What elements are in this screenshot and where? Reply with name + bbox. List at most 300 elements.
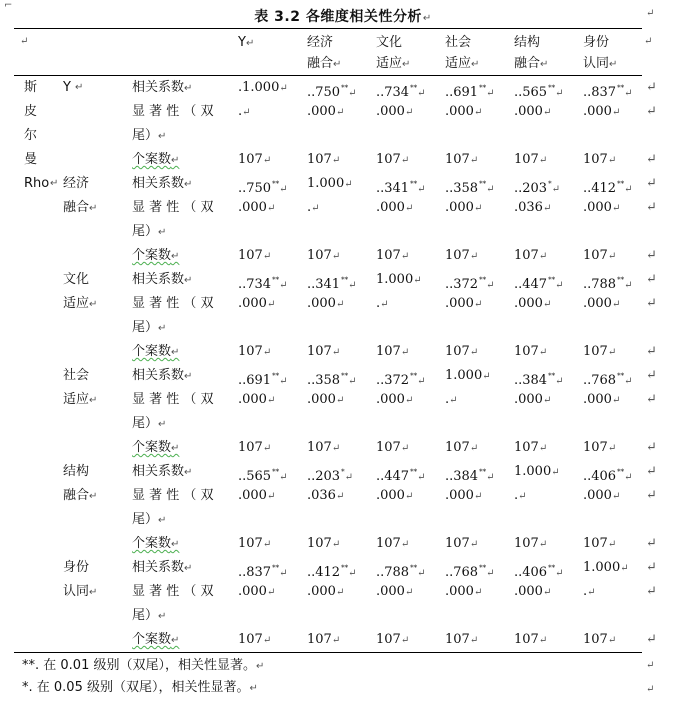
paragraph-mark-icon: ↵	[538, 539, 548, 550]
significance-marker: **	[479, 276, 487, 284]
table-row	[0, 172, 686, 196]
cell-value: 107	[238, 248, 263, 263]
stat-label-text: 显 著 性 （ 双	[132, 200, 214, 215]
group-name: 身份	[63, 560, 90, 575]
table-cell	[307, 196, 320, 221]
table-row	[0, 412, 686, 436]
column-header-second-line	[445, 52, 479, 76]
table-cell	[376, 196, 413, 221]
paragraph-mark-icon: ↵	[158, 131, 167, 142]
paragraph-mark-icon: ↵	[331, 539, 341, 550]
cell-value: ..412	[307, 565, 341, 580]
paragraph-mark-icon: ↵	[469, 539, 479, 550]
stat-label-text: 显 著 性 （ 双	[132, 488, 214, 503]
stat-label	[132, 460, 192, 485]
table-cell	[238, 628, 271, 653]
paragraph-mark-icon: ↵	[611, 395, 621, 406]
table-cell	[307, 628, 340, 653]
paragraph-mark-icon: ↵	[279, 376, 288, 387]
paragraph-mark-icon: ↵	[331, 347, 341, 358]
group-name-second-line: 融合↵	[63, 200, 98, 215]
table-cell	[307, 340, 340, 365]
paragraph-mark-icon: ↵	[279, 83, 288, 94]
cell-value: 107	[445, 440, 470, 455]
paragraph-mark-icon: ↵	[486, 88, 495, 99]
paragraph-mark-icon: ↵	[646, 80, 657, 95]
cell-value: .000	[445, 200, 474, 215]
paragraph-mark-icon: ↵	[644, 36, 653, 47]
stat-label	[132, 316, 166, 341]
cell-value: 107	[583, 152, 608, 167]
table-row	[0, 316, 686, 340]
stat-label-text: 个案数	[132, 344, 172, 359]
paragraph-mark-icon: ↵	[422, 13, 432, 24]
table-cell	[583, 556, 629, 581]
cell-value: .	[445, 392, 450, 407]
paragraph-mark-icon: ↵	[646, 684, 655, 695]
table-cell	[583, 484, 620, 509]
table-cell	[307, 532, 340, 557]
paragraph-mark-icon: ↵	[611, 203, 621, 214]
significance-marker: *	[548, 180, 552, 188]
paragraph-mark-icon: ↵	[538, 347, 548, 358]
stat-label	[132, 244, 179, 269]
method-label-char: 皮	[24, 104, 38, 119]
paragraph-mark-icon: ↵	[473, 299, 483, 310]
cell-value: 107	[445, 536, 470, 551]
cell-value: .000	[514, 584, 543, 599]
column-header-line2: 融合	[307, 56, 334, 71]
paragraph-mark-icon: ↵	[404, 491, 414, 502]
column-header-line1: 文化	[376, 35, 403, 50]
table-cell	[583, 340, 616, 365]
stat-label-text: 显 著 性 （ 双	[132, 584, 214, 599]
table-cell	[307, 100, 344, 125]
table-row	[0, 340, 686, 364]
cell-value: 107	[376, 536, 401, 551]
cell-value: 107	[583, 440, 608, 455]
significance-marker: **	[617, 468, 625, 476]
group-name: 结构	[63, 464, 90, 479]
cell-value: 107	[583, 248, 608, 263]
cell-value: 107	[445, 632, 470, 647]
stat-label	[132, 220, 166, 245]
paragraph-mark-icon: ↵	[348, 88, 357, 99]
column-header	[238, 31, 254, 55]
cell-value: 107	[238, 344, 263, 359]
significance-marker: **	[548, 564, 556, 572]
cell-value: 1.000	[445, 368, 483, 383]
table-title-text: 表 3.2 各维度相关性分析	[254, 9, 422, 25]
table-cell	[583, 388, 620, 413]
table-cell	[376, 340, 409, 365]
paragraph-mark-icon: ↵	[486, 280, 495, 291]
paragraph-mark-icon: ↵	[404, 587, 414, 598]
paragraph-mark-icon: ↵	[555, 568, 564, 579]
paragraph-mark-icon: ↵	[624, 472, 633, 483]
cell-value: ..203	[514, 181, 548, 196]
table-row	[0, 124, 686, 148]
paragraph-mark-icon: ↵	[646, 488, 657, 503]
paragraph-mark-icon: ↵	[538, 443, 548, 454]
paragraph-mark-icon: ↵	[417, 88, 426, 99]
stat-label	[132, 508, 166, 533]
cell-value: .000	[514, 392, 543, 407]
stat-label	[132, 436, 179, 461]
table-cell	[238, 484, 275, 509]
table-cell	[238, 148, 271, 173]
table-cell	[514, 292, 551, 317]
paragraph-mark-icon: ↵	[542, 107, 552, 118]
cell-value: ..203	[307, 469, 341, 484]
cell-value: .000	[238, 392, 267, 407]
stat-label-text: 相关系数	[132, 368, 185, 383]
method-label-char: 斯	[24, 80, 38, 95]
paragraph-mark-icon: ↵	[171, 155, 180, 166]
table-row	[0, 244, 686, 268]
paragraph-mark-icon: ↵	[279, 184, 288, 195]
stat-label	[132, 580, 214, 604]
footnote-2-text: *. 在 0.05 级别（双尾），相关性显著。	[22, 680, 250, 695]
paragraph-mark-icon: ↵	[262, 251, 272, 262]
paragraph-mark-icon: ↵	[158, 515, 167, 526]
paragraph-mark-icon: ↵	[646, 296, 657, 311]
table-cell	[445, 484, 482, 509]
table-cell	[238, 100, 251, 125]
cell-value: .000	[376, 104, 405, 119]
stat-label	[132, 292, 214, 316]
paragraph-mark-icon: ↵	[538, 635, 548, 646]
paragraph-mark-icon: ↵	[333, 59, 342, 70]
table-cell	[307, 172, 353, 197]
stat-label	[132, 388, 214, 412]
paragraph-mark-icon: ↵	[171, 347, 180, 358]
column-header-line1: 经济	[307, 35, 334, 50]
paragraph-mark-icon: ↵	[279, 280, 288, 291]
cell-value: 107	[583, 536, 608, 551]
table-row	[0, 436, 686, 460]
paragraph-mark-icon: ↵	[555, 88, 564, 99]
table-cell	[583, 292, 620, 317]
significance-marker: **	[617, 180, 625, 188]
cell-value: ..750	[238, 181, 272, 196]
table-row	[0, 268, 686, 292]
table-row	[0, 148, 686, 172]
stat-label	[132, 556, 192, 581]
table-cell	[445, 436, 478, 461]
significance-marker: **	[617, 84, 625, 92]
paragraph-mark-icon: ↵	[404, 107, 414, 118]
cell-value: ..341	[307, 277, 341, 292]
column-header-line2: 适应	[376, 56, 403, 71]
cell-value: 107	[514, 536, 539, 551]
paragraph-mark-icon: ↵	[184, 467, 193, 478]
table-cell	[376, 628, 409, 653]
stat-label	[132, 196, 214, 220]
paragraph-mark-icon: ↵	[607, 347, 617, 358]
table-row	[0, 484, 686, 508]
paragraph-mark-icon: ↵	[486, 472, 495, 483]
table-cell	[238, 340, 271, 365]
table-row	[0, 364, 686, 388]
stat-label	[132, 76, 192, 101]
table-cell	[445, 148, 478, 173]
column-header-second-line	[307, 52, 341, 76]
method-label-char: 曼	[24, 152, 38, 167]
cell-value: 107	[445, 344, 470, 359]
paragraph-mark-icon: ↵	[89, 395, 98, 406]
stat-label-text: 尾）	[132, 416, 159, 431]
cell-value: .	[376, 296, 381, 311]
paragraph-mark-icon: ↵	[245, 38, 255, 49]
paragraph-mark-icon: ↵	[331, 251, 341, 262]
cell-value: .	[514, 488, 519, 503]
cell-value: 107	[376, 152, 401, 167]
paragraph-mark-icon: ↵	[555, 280, 564, 291]
cell-value: 107	[307, 152, 332, 167]
table-cell	[445, 580, 482, 605]
table-cell	[514, 196, 551, 221]
column-header	[307, 31, 333, 54]
table-row	[0, 580, 686, 604]
table-cell	[307, 484, 344, 509]
paragraph-mark-icon: ↵	[262, 539, 272, 550]
paragraph-mark-icon: ↵	[646, 176, 657, 191]
cell-value: .000	[307, 104, 336, 119]
cell-value: .000	[238, 296, 267, 311]
table-row	[0, 100, 686, 124]
paragraph-mark-icon: ↵	[249, 683, 258, 694]
paragraph-mark-icon: ↵	[311, 203, 320, 214]
cell-value: 107	[514, 344, 539, 359]
group-name: 经济	[63, 176, 90, 191]
cell-value: 107	[307, 632, 332, 647]
paragraph-mark-icon: ↵	[540, 59, 549, 70]
stat-label-text: 显 著 性 （ 双	[132, 392, 214, 407]
cell-value: .000	[376, 584, 405, 599]
cell-value: .000	[376, 488, 405, 503]
cell-value: .000	[514, 296, 543, 311]
significance-marker: **	[341, 84, 349, 92]
paragraph-mark-icon: ↵	[89, 299, 98, 310]
paragraph-mark-icon: ↵	[262, 635, 272, 646]
table-cell	[376, 268, 422, 293]
paragraph-mark-icon: ↵	[158, 419, 167, 430]
top-rule	[14, 28, 642, 29]
cell-value: .000	[583, 488, 612, 503]
paragraph-mark-icon: ↵	[646, 632, 657, 647]
paragraph-mark-icon: ↵	[158, 323, 167, 334]
cell-value: .000	[307, 296, 336, 311]
paragraph-mark-icon: ↵	[542, 203, 552, 214]
paragraph-mark-icon: ↵	[469, 251, 479, 262]
paragraph-mark-icon: ↵	[473, 107, 483, 118]
paragraph-mark-icon: ↵	[335, 491, 345, 502]
group-name: Y	[63, 80, 71, 95]
table-cell	[445, 364, 491, 389]
stat-label	[132, 484, 214, 508]
table-cell	[445, 388, 458, 413]
cell-value: 1.000	[514, 464, 552, 479]
paragraph-mark-icon: ↵	[400, 347, 410, 358]
footnote-2	[22, 678, 258, 699]
cell-value: 107	[445, 248, 470, 263]
cell-value: ..788	[583, 277, 617, 292]
cell-value: 107	[583, 344, 608, 359]
paragraph-mark-icon: ↵	[50, 178, 59, 189]
cell-value: .000	[514, 104, 543, 119]
significance-marker: **	[341, 372, 349, 380]
significance-marker: **	[341, 276, 349, 284]
paragraph-mark-icon: ↵	[646, 536, 657, 551]
cell-value: .000	[445, 104, 474, 119]
paragraph-mark-icon: ↵	[486, 568, 495, 579]
stat-label	[132, 412, 166, 437]
paragraph-mark-icon: ↵	[171, 539, 180, 550]
stat-label	[132, 532, 179, 557]
column-header	[514, 31, 540, 54]
paragraph-mark-icon: ↵	[89, 203, 98, 214]
paragraph-mark-icon: ↵	[266, 299, 276, 310]
table-row	[0, 532, 686, 556]
cell-value: ..734	[376, 85, 410, 100]
table-cell	[238, 580, 275, 605]
paragraph-mark-icon: ↵	[417, 472, 426, 483]
cell-value: 107	[238, 440, 263, 455]
table-title	[0, 6, 686, 26]
paragraph-mark-icon: ↵	[404, 203, 414, 214]
cell-value: ..691	[445, 85, 479, 100]
stat-label-text: 相关系数	[132, 272, 185, 287]
table-row	[0, 196, 686, 220]
column-header-second-line	[376, 52, 410, 76]
paragraph-mark-icon: ↵	[348, 376, 357, 387]
significance-marker: **	[548, 84, 556, 92]
paragraph-mark-icon: ↵	[262, 347, 272, 358]
table-cell	[238, 76, 288, 101]
paragraph-mark-icon: ↵	[607, 251, 617, 262]
cell-value: 107	[514, 440, 539, 455]
cell-value: .	[583, 584, 588, 599]
stat-label-text: 尾）	[132, 224, 159, 239]
cell-value: ..837	[583, 85, 617, 100]
paragraph-mark-icon: ↵	[171, 251, 180, 262]
paragraph-mark-icon: ↵	[607, 635, 617, 646]
paragraph-mark-icon: ↵	[171, 635, 180, 646]
paragraph-mark-icon: ↵	[469, 443, 479, 454]
paragraph-mark-icon: ↵	[624, 376, 633, 387]
stat-label-text: 尾）	[132, 512, 159, 527]
paragraph-mark-icon: ↵	[335, 395, 345, 406]
paragraph-mark-icon: ↵	[542, 587, 552, 598]
table-cell	[514, 484, 527, 509]
group-name: 文化	[63, 272, 90, 287]
paragraph-mark-icon: ↵	[624, 280, 633, 291]
cell-value: 107	[238, 152, 263, 167]
stat-label-text: 个案数	[132, 152, 172, 167]
significance-marker: **	[410, 468, 418, 476]
cell-value: ..358	[445, 181, 479, 196]
table-cell	[238, 436, 271, 461]
table-cell	[307, 244, 340, 269]
table-cell	[307, 148, 340, 173]
cell-value: ..341	[376, 181, 410, 196]
paragraph-mark-icon: ↵	[380, 299, 389, 310]
paragraph-mark-icon: ↵	[266, 491, 276, 502]
significance-marker: **	[410, 180, 418, 188]
paragraph-mark-icon: ↵	[646, 440, 657, 455]
table-cell	[514, 628, 547, 653]
paragraph-mark-icon: ↵	[611, 491, 621, 502]
paragraph-mark-icon: ↵	[255, 661, 265, 672]
paragraph-mark-icon: ↵	[400, 155, 410, 166]
table-cell	[238, 532, 271, 557]
cell-value: ..412	[583, 181, 617, 196]
paragraph-mark-icon: ↵	[646, 392, 657, 407]
significance-marker: **	[479, 468, 487, 476]
cell-value: 1.000	[583, 560, 621, 575]
column-header-second-line	[514, 52, 548, 76]
paragraph-mark-icon: ↵	[555, 376, 564, 387]
table-cell	[514, 244, 547, 269]
cell-value: 107	[238, 536, 263, 551]
column-header-line2: 适应	[445, 56, 472, 71]
stat-label-text: 相关系数	[132, 80, 185, 95]
stat-label	[132, 340, 179, 365]
cell-value: ..447	[376, 469, 410, 484]
column-header	[376, 31, 402, 54]
table-cell	[445, 532, 478, 557]
paragraph-mark-icon: ↵	[184, 179, 193, 190]
column-header-line2: 融合	[514, 56, 541, 71]
paragraph-mark-icon: ↵	[486, 184, 495, 195]
significance-marker: **	[617, 372, 625, 380]
cell-value: .	[238, 104, 243, 119]
stat-label-text: 尾）	[132, 128, 159, 143]
significance-marker: **	[272, 180, 280, 188]
cell-value: 107	[376, 632, 401, 647]
table-cell	[238, 292, 275, 317]
cell-value: 107	[376, 248, 401, 263]
cell-value: ..384	[514, 373, 548, 388]
stat-label	[132, 124, 166, 149]
table-cell	[376, 580, 413, 605]
paragraph-mark-icon: ↵	[473, 203, 483, 214]
paragraph-mark-icon: ↵	[184, 83, 193, 94]
paragraph-mark-icon: ↵	[469, 347, 479, 358]
paragraph-mark-icon: ↵	[473, 587, 483, 598]
paragraph-mark-icon: ↵	[551, 184, 560, 195]
footnote-1-text: **. 在 0.01 级别（双尾），相关性显著。	[22, 658, 256, 673]
paragraph-mark-icon: ↵	[646, 248, 657, 263]
significance-marker: **	[272, 564, 280, 572]
paragraph-mark-icon: ↵	[542, 395, 552, 406]
cell-value: 1.000	[307, 176, 345, 191]
paragraph-mark-icon: ↵	[158, 611, 167, 622]
paragraph-mark-icon: ↵	[624, 184, 633, 195]
paragraph-mark-icon: ↵	[331, 443, 341, 454]
table-cell	[514, 340, 547, 365]
table-cell	[514, 100, 551, 125]
paragraph-mark-icon: ↵	[266, 203, 276, 214]
significance-marker: **	[410, 564, 418, 572]
column-header-second-line	[583, 52, 617, 76]
cell-value: ..788	[376, 565, 410, 580]
stat-label	[132, 148, 179, 173]
table-cell	[445, 196, 482, 221]
paragraph-mark-icon: ↵	[542, 299, 552, 310]
paragraph-mark-icon: ↵	[646, 104, 657, 119]
